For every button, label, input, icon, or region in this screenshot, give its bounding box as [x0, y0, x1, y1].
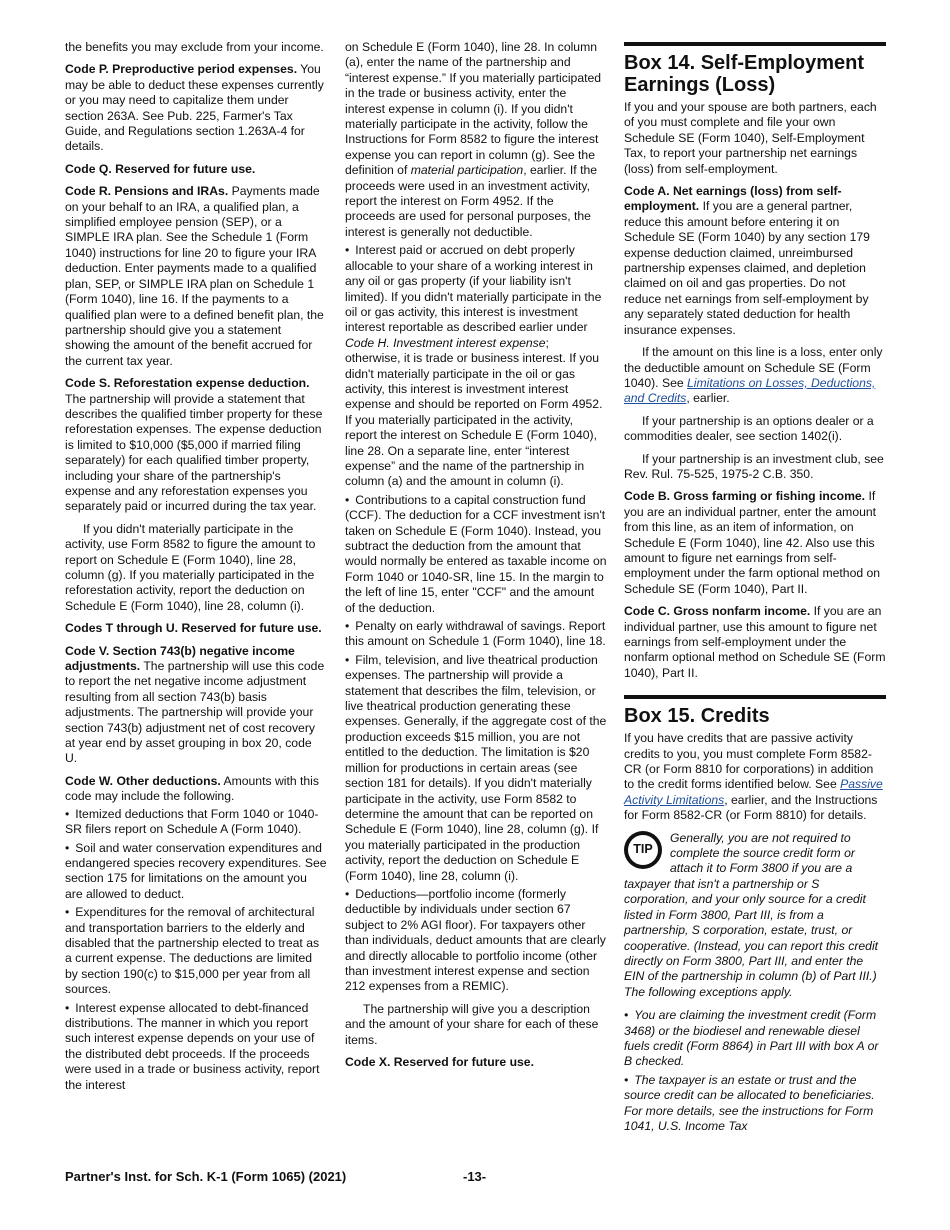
list-item: • Contributions to a capital construction fund (CCF). The deduction for a CCF investment isn't taken on Schedule E (Form 1040). Instead, you subtract the deduction from the amount that would normally be entered as taxable income on Form 1040 or 1040-SR, line 15. In the margin to the left of line 15, enter "CCF" and the amount of the deduction. [345, 493, 607, 616]
code-s-heading: Code S. Reforestation expense deduction. [65, 376, 310, 391]
page-footer [65, 1169, 885, 1184]
code-p-heading: Code P. Preproductive period expenses. [65, 62, 298, 77]
text: on Schedule E (Form 1040), line 28. In column (a), enter the name of the partnership and “interest expense.” If you materially participated in the trade or business activity, enter the interest expense in column (i). If you didn't materially participate in the activity, follow the Instructions for Form 8582 to figure the interest expense you can report in column (g). See the definition of [345, 40, 602, 178]
code-b-text: If you are an individual partner, enter the amount from this line, as an item of information, on Schedule E (Form 1040), line 42. Also use this amount to figure net earnings from self-employment under the farm optional method on Schedule SE (Form 1040), Part II. [624, 489, 881, 596]
tip-label: TIP [628, 835, 658, 865]
tip-text: Generally, you are not required to complete the source credit form or attach it to Form 3800 if you are a taxpayer that isn't a partnership or S corporation, and your only source for a credit listed in Form 3800, Part III, is from a partnership, S corporation, estate, trust, or cooperative. (Instead, you can report this credit directly on Form 3800, Part III, and enter the EIN of the partnership in column (b) of Part III.) The following exceptions apply. [624, 830, 879, 999]
list-item: • Deductions—portfolio income (formerly deductible by individuals under section 67 subject to 2% AGI floor). For taxpayers other than individuals, deduct amounts that are clearly and directly allocable to portfolio income (other than investment interest expense and section 212 expenses from a REMIC). [345, 887, 607, 995]
list-item: • Soil and water conservation expenditures and endangered species recovery expenditures. See section 175 for limitations on the amount you are allowed to deduct. [65, 841, 327, 903]
list-item: • The taxpayer is an estate or trust and the source credit can be allocated to beneficiaries. For more details, see the instructions for Form 1041, U.S. Income Tax [624, 1073, 886, 1135]
code-a-paragraph-3: If your partnership is an options dealer or a commodities dealer, see section 1402(i). [624, 413, 874, 444]
list-item [345, 243, 607, 490]
box-14-intro: If you and your spouse are both partners, each of you must complete and file your own Schedule SE (Form 1040), Self-Employment Tax, to report your partnership net earnings (loss) from self-employment. [624, 100, 877, 176]
codes-t-u-heading: Codes T through U. Reserved for future use. [65, 621, 322, 636]
italic-term: material participation [410, 163, 524, 178]
code-c-heading: Code C. Gross nonfarm income. [624, 604, 811, 619]
paragraph: The partnership will give you a description and the amount of your share for each of these items. [345, 1001, 599, 1047]
code-w [65, 774, 327, 805]
list-item: • Penalty on early withdrawal of savings. Report this amount on Schedule 1 (Form 1040), line 18. [345, 619, 607, 650]
code-a [624, 184, 886, 338]
column-2 [345, 40, 607, 1077]
limitations-link[interactable]: Limitations on Losses, Deductions, and Credits [624, 375, 876, 406]
text: If the amount on this line is a loss, enter only the deductible amount on Schedule SE (Form 1040). See [624, 345, 883, 390]
text: , earlier, and the Instructions for Form 8582-CR (or Form 8810) for details. [624, 792, 878, 823]
column-3 [624, 40, 886, 1137]
footer-title: Partner's Inst. for Sch. K-1 (Form 1065) (2021) [65, 1169, 347, 1184]
tip-icon [624, 831, 662, 869]
code-b [624, 489, 886, 597]
paragraph: the benefits you may exclude from your income. [65, 40, 324, 54]
code-a-heading: Code A. Net earnings (loss) from self-employment. [624, 184, 842, 214]
code-v-text: The partnership will use this code to report the net negative income adjustment resulting from all section 743(b) basis adjustments. The partnership will provide your section 743(b) adjustment net of cost recovery at year end by asset grouping in box 20, code U. [65, 659, 325, 766]
list-item: • Interest expense allocated to debt-financed distributions. The manner in which you report such interest expense depends on your use of the distributed debt proceeds. If the proceeds were used in a trade or business activity, report the interest [65, 1001, 327, 1093]
list-item: • Film, television, and live theatrical production expenses. The partnership will provide a statement that describes the film, television, or live theatrical production generating these expenses. Generally, if the aggregate cost of the production exceeds $15 million, you are not entitled to the deduction. The limitation is $20 million for productions in certain areas (see section 181 for details). If you didn't materially participate in the activity, use Form 8582 to determine the amount that can be reported on Schedule E (Form 1040), line 28, column (g). If you materially participated in the production activity, report the deduction on Schedule E (Form 1040), line 28, column (i). [345, 653, 607, 884]
column-1 [65, 40, 327, 1096]
text: , earlier. [686, 391, 730, 406]
list-item: • Itemized deductions that Form 1040 or 1040-SR filers report on Schedule A (Form 1040). [65, 807, 327, 838]
italic-term: Code H. Investment interest expense [345, 335, 546, 350]
code-r [65, 184, 327, 369]
code-s-paragraph-2: If you didn't materially participate in the activity, use Form 8582 to figure the amount to report on Schedule E (Form 1040), line 28, column (g). If you materially participated in the reforestation activity, report the deduction on Schedule E (Form 1040), line 28, column (i). [65, 521, 316, 613]
code-p-text: You may be able to deduct these expenses currently or you may need to capitalize them under section 263A. See Pub. 225, Farmer's Tax Guide, and Regulations section 1.263A-4 for details. [65, 62, 324, 154]
code-p [65, 62, 327, 154]
list-item: • You are claiming the investment credit (Form 3468) or the biodiesel and renewable diesel fuels credit (Form 8864) in Part III with box A or B checked. [624, 1008, 886, 1070]
box-15-intro [624, 731, 886, 823]
text: Interest paid or accrued on debt properly allocable to your share of a working interest in any oil or gas property (if your liability isn't limited). If you didn't materially participate in the oil or gas activity, this interest is investment interest reportable as described earlier under [345, 243, 602, 335]
code-b-heading: Code B. Gross farming or fishing income. [624, 489, 866, 504]
box-14-heading: Box 14. Self-Employment Earnings (Loss) [624, 42, 886, 96]
box-15-heading: Box 15. Credits [624, 695, 886, 727]
code-v-heading: Code V. Section 743(b) negative income adjustments. [65, 643, 295, 674]
list-item: • Expenditures for the removal of architectural and transportation barriers to the elderly and disabled that the partnership elected to treat as a current expense. The deductions are limited by section 190(c) to $15,000 per year from all sources. [65, 905, 327, 997]
text: ; otherwise, it is trade or business interest. If you didn't materially participate in the oil or gas activity, this interest is investment interest expense and should be reported on Form 4952. If you materially participated in the activity, report the interest on Schedule E (Form 1040), line 28. On a separate line, enter “interest expense” and the name of the partnership in column (a) and the amount in column (i). [345, 335, 603, 489]
code-a-text: If you are a general partner, reduce this amount before entering it on Schedule SE (Form 1040) by any section 179 expense deduction claimed, unreimbursed partnership expenses claimed, and depletion claimed on oil and gas properties. Do not reduce net earnings from self-employment by any separately stated deduction for health insurance expenses. [624, 199, 870, 337]
code-w-heading: Code W. Other deductions. [65, 773, 221, 788]
code-a-paragraph-2 [624, 345, 886, 407]
code-r-text: Payments made on your behalf to an IRA, a qualified plan, a simplified employee pension (SEP), or a SIMPLE IRA plan. See the Schedule 1 (Form 1040) instructions for line 20 to figure your IRA deduction. Enter payments made to a qualified plan, SEP, or SIMPLE IRA plan on Schedule 1 (Form 1040), line 16. If the payments to a qualified plan were to a defined benefit plan, the partnership should give you a statement showing the amount of the benefit accrued for the current tax year. [65, 184, 324, 368]
paragraph [345, 40, 607, 240]
code-c-text: If you are an individual partner, use this amount to figure net earnings from self-employment under the nonfarm optional method on Schedule SE (Form 1040), Part II. [624, 604, 886, 680]
code-a-paragraph-4: If your partnership is an investment club, see Rev. Rul. 75-525, 1975-2 C.B. 350. [624, 451, 884, 481]
code-c [624, 604, 886, 681]
code-v [65, 644, 327, 767]
page-number: -13- [463, 1169, 487, 1184]
code-q-heading: Code Q. Reserved for future use. [65, 161, 256, 176]
code-w-text: Amounts with this code may include the following. [65, 773, 319, 804]
code-s-text: The partnership will provide a statement that describes the qualified timber property for these reforestation expenses. The expense deduction is limited to $10,000 ($5,000 if married filing separately) for each qualified timber property, including your share of the partnership's expense and any reforestation expenses you separately paid or incurred during the tax year. [65, 391, 323, 514]
passive-activity-link[interactable]: Passive Activity Limitations [624, 777, 883, 807]
tip-box [624, 831, 886, 1000]
code-x-heading: Code X. Reserved for future use. [345, 1055, 534, 1069]
text: If you have credits that are passive activity credits to you, you must complete Form 8582-CR (or Form 8810 for corporations) in addition to the credit forms identified below. See [624, 731, 874, 792]
text: , earlier. If the proceeds were used in an investment activity, report the interest on Form 4952. If the proceeds are used for personal purposes, the interest is generally not deductible. [345, 163, 598, 239]
code-s [65, 376, 327, 515]
code-r-heading: Code R. Pensions and IRAs. [65, 184, 229, 199]
